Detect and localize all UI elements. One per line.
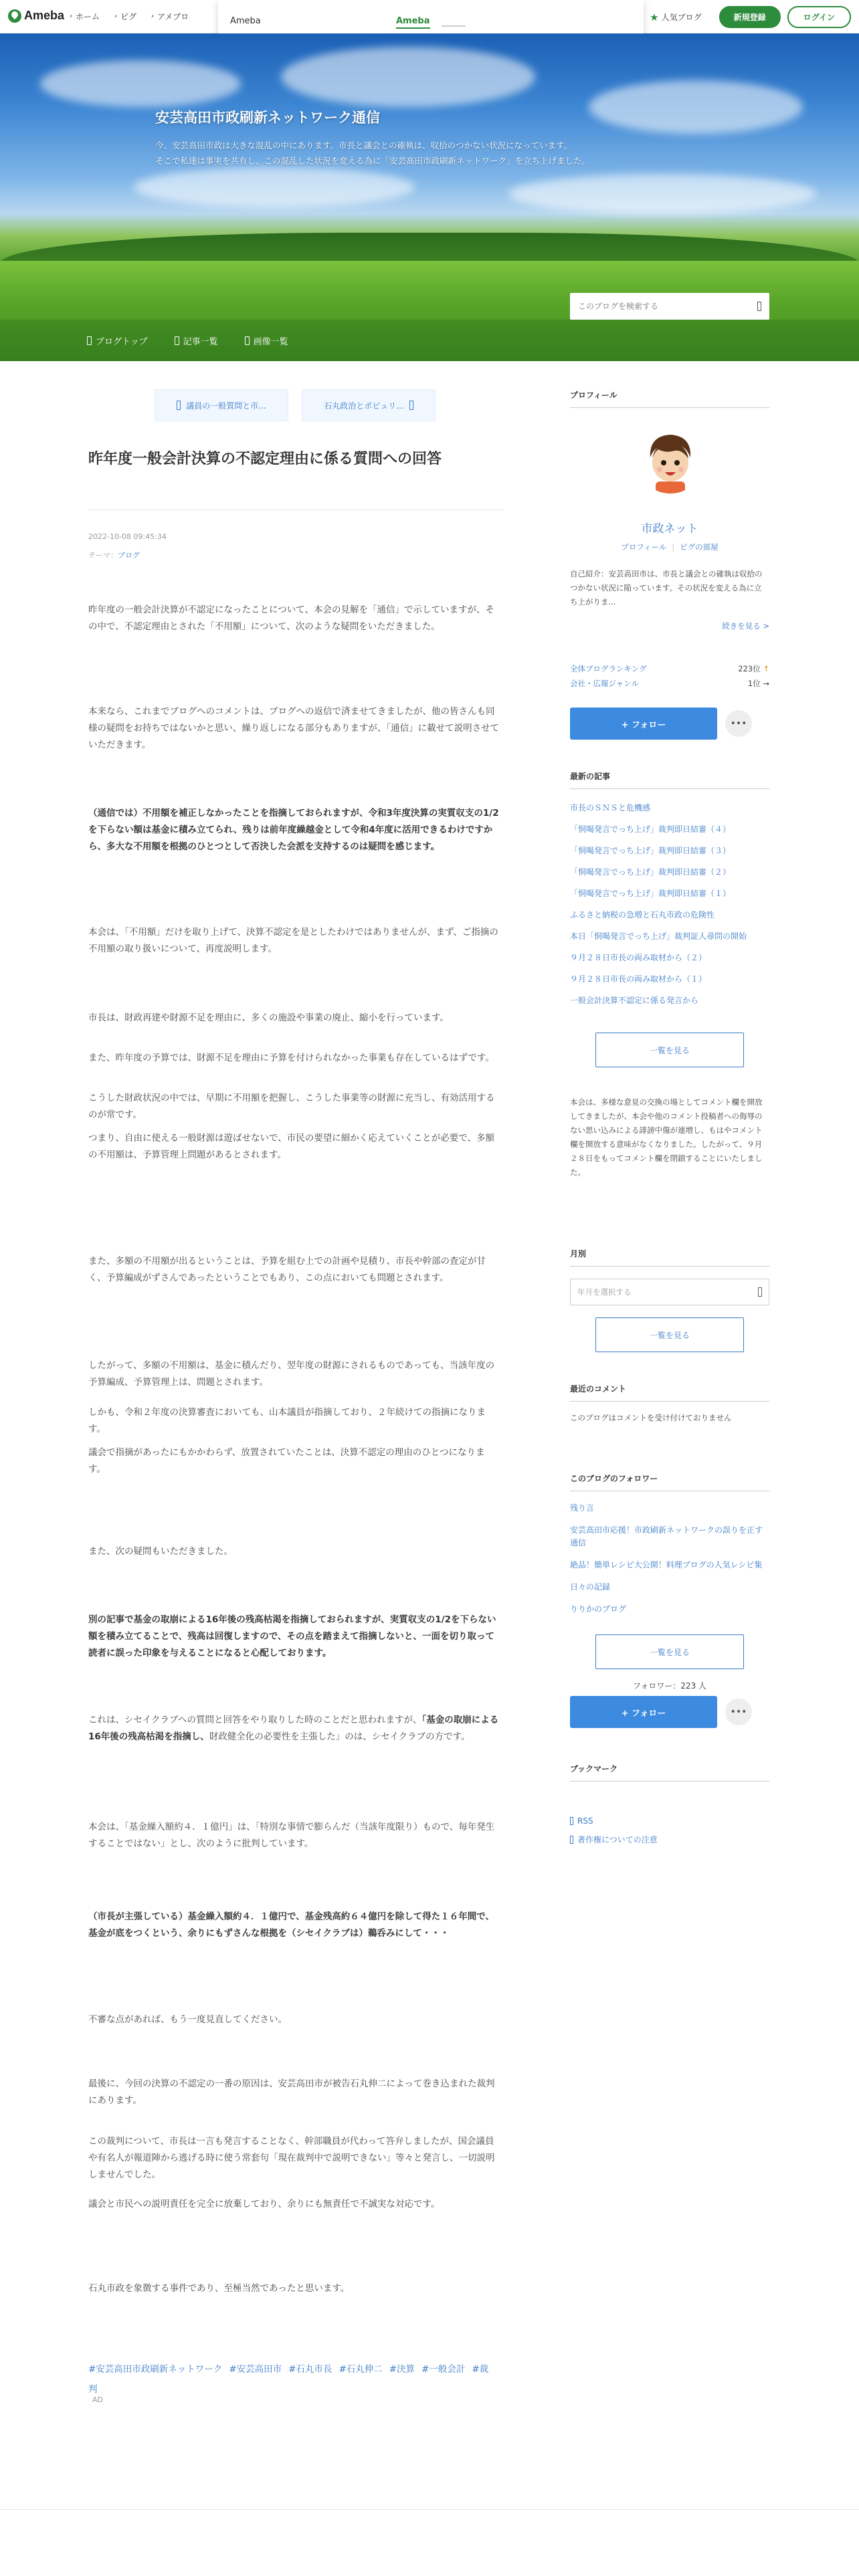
blog-search — [570, 293, 769, 320]
ameba-logo[interactable] — [8, 9, 64, 23]
followers-more-button[interactable]: 一覧を見る — [595, 1634, 744, 1669]
recent-article-link[interactable]: ９月２８日市長の両み取材から（２） — [570, 953, 707, 962]
prev-next-nav — [155, 389, 436, 421]
follower-blog-link[interactable]: 絶品！簡単レシピ大公開！料理ブログの人気レシピ集 — [570, 1560, 763, 1570]
blog-description-line: 今、安芸高田市政は大きな混乱の中にあります。市長と議会との確執は、収拾のつかない状況になっています。 — [155, 140, 573, 150]
avatar[interactable] — [637, 427, 704, 494]
blog-top-link[interactable]: ブログトップ — [87, 334, 148, 347]
blog-description — [155, 138, 664, 169]
popup-divider — [442, 25, 466, 27]
article-paragraph: 昨年度の一般会計決算が不認定になったことについて、本会の見解を「通信」で示していますが、その中で、不認定理由とされた「不用額」について、次のような疑問をいただきました。 — [88, 605, 494, 632]
article-quote: 別の記事で基金の取崩による16年後の残高枯渇を指摘しておられますが、実質収支の1/2を下らない額を積み立てることで、残高は回復しますので、その点を踏まえて指摘しないと、一面を切り取って読者に誤った印象を与えることになると心配しております。 — [88, 1614, 496, 1658]
cloud-shape — [508, 174, 816, 214]
chevron-right-icon — [409, 401, 413, 410]
follower-blog-link[interactable]: 残り言 — [570, 1503, 595, 1513]
recent-article-link[interactable]: 「恫喝発言でっち上げ」裁判即日結審（４） — [570, 825, 731, 834]
blog-description-line: そこで私達は事実を共有し、この混乱した状況を変える為に「安芸高田市政刷新ネットワーク」を立ち上げました。 — [155, 156, 591, 166]
ameba-logo-icon — [8, 9, 21, 23]
article-paragraph: 議会で指摘があったにもかかわらず、放置されていたことは、決算不認定の理由のひとつになります。 — [88, 1447, 485, 1475]
cloud-shape — [40, 60, 241, 107]
nav-ameblo[interactable]: › アメブロ — [151, 12, 189, 21]
search-icon[interactable] — [757, 302, 761, 311]
doc-icon — [87, 336, 92, 345]
cloud-shape — [589, 80, 803, 134]
footer-divider — [0, 2509, 859, 2510]
chevron-left-icon — [177, 401, 181, 410]
hashtag-list — [88, 2359, 503, 2399]
recent-article-link[interactable]: ９月２８日市長の両み取材から（１） — [570, 974, 707, 984]
ad-label: AD — [92, 2395, 103, 2404]
article-paragraph: こうした財政状況の中では、早期に不用額を把握し、こうした事業等の財源に充当し、有効活用するのが常です。 — [88, 1093, 495, 1120]
popular-blogs-link[interactable]: ★ 人気ブログ — [650, 11, 702, 23]
header-actions — [650, 6, 851, 28]
recent-article-link[interactable]: 本日「恫喝発言でっち上げ」裁判証人尋問の開始 — [570, 932, 747, 941]
hashtag-link[interactable]: #石丸市長 — [288, 2364, 332, 2375]
cloud-shape — [134, 167, 415, 207]
nav-pigg[interactable]: › ピグ — [114, 12, 137, 21]
doc-icon — [175, 336, 179, 345]
rss-link[interactable]: RSS — [570, 1816, 593, 1826]
chevron-right-icon: › — [70, 13, 72, 20]
article-paragraph: 本会は、「不用額」だけを取り上げて、決算不認定を是としたわけではありませんが、まず、ご指摘の不用額の取り扱いについて、再度説明します。 — [88, 927, 498, 954]
follower-count: フォロワー：223 人 — [632, 1681, 707, 1691]
register-button[interactable]: 新規登録 — [719, 6, 781, 28]
article-date: 2022-10-08 09:45:34 — [88, 532, 167, 541]
article-paragraph: この裁判について、市長は一言も発言することなく、幹部職員が代わって答弁しましたが、国会議員や有名人が報道陣から逃げる時に使う常套句「現在裁判中で説明できない」等々と発言し、一切説明しませんでした。 — [88, 2136, 495, 2180]
article-theme: テーマ：ブログ — [88, 551, 140, 560]
profile-link[interactable]: プロフィール — [621, 542, 667, 552]
hashtag-link[interactable]: #安芸高田市政刷新ネットワーク — [88, 2364, 223, 2375]
article-title: 昨年度一般会計決算の不認定理由に係る質問への回答 — [88, 451, 442, 467]
avatar-image — [637, 427, 704, 494]
treeline — [0, 233, 859, 263]
popup-tab-ameba[interactable]: Ameba — [396, 16, 430, 29]
article-paragraph: 本会は、「基金繰入額約４．１億円」は、「特別な事情で膨らんだ（当該年度限り）もので、毎年発生することではない」とし、次のように批判しています。 — [88, 1822, 495, 1849]
cloud-shape — [281, 47, 535, 107]
chevron-down-icon — [758, 1287, 762, 1297]
pigg-room-link[interactable]: ピグの部屋 — [680, 542, 719, 552]
article-quote: （通信では）不用額を補正しなかったことを指摘しておられますが、令和3年度決算の実質収支の1/2を下らない額は基金に積み立てられ、残りは前年度繰越金として令和4年度に活用できるわけですから、多大な不用額を根拠のひとつとして否決した会派を支持するのは疑問を感じます。 — [88, 808, 499, 852]
comment-closed-note: 本会は、多様な意見の交換の場としてコメント欄を開放してきましたが、本会や他のコメント投稿者への侮辱のない思い込みによる誹謗中傷が連増し、もはやコメント欄を開放する意味がなくなりました。したがって、９月２８日をもってコメント欄を閉鎖することにいたしました。 — [570, 1097, 763, 1177]
next-article-button[interactable]: 石丸政治とポピュリ... — [302, 389, 436, 421]
blog-search-input[interactable] — [570, 293, 737, 320]
recent-article-link[interactable]: 「恫喝発言でっち上げ」裁判即日結審（１） — [570, 889, 731, 898]
profile-description: 自己紹介：安芸高田市は、市長と議会との確執は収拾のつかない状況に陥っています。その状況を変える為に立ち上がりま... — [570, 569, 763, 607]
rss-icon — [570, 1817, 573, 1825]
article-paragraph: 本来なら、これまでブログへのコメントは、ブログへの返信で済ませてきましたが、他の皆さんも同様の疑問をお持ちではないかと思い、繰り返しになる部分もありますが、「通信」に載せて説明させていただきます。 — [88, 706, 500, 750]
more-options-button-bottom[interactable]: ••• — [725, 1699, 752, 1725]
chevron-right-icon: › — [151, 13, 155, 20]
ranking-overall[interactable]: 全体ブログランキング 223位 ↑ — [570, 664, 769, 673]
copyright-notice-link[interactable]: 著作権についての注意 — [570, 1834, 658, 1845]
monthly-more-button[interactable]: 一覧を見る — [595, 1317, 744, 1352]
doc-icon — [570, 1836, 573, 1844]
profile-name[interactable]: 市政ネット — [641, 522, 698, 536]
follower-blog-link[interactable]: 安芸高田市応援！市政刷新ネットワークの誤りを正す通信 — [570, 1525, 763, 1547]
article-paragraph: 議会と市民への説明責任を完全に放棄しており、余りにも無責任で不誠実な対応です。 — [88, 2199, 440, 2210]
comments-disabled-note: このブログはコメントを受け付けておりません — [570, 1413, 732, 1422]
recent-articles — [570, 802, 769, 1016]
recent-heading: 最新の記事 — [570, 770, 769, 789]
chevron-right-icon: › — [114, 13, 118, 20]
image-list-link[interactable]: 画像一覧 — [245, 334, 288, 347]
ameba-logo-text: Ameba — [24, 9, 65, 22]
article-paragraph: しかも、令和２年度の決算審査においても、山本議員が指摘しており、２年続けての指摘になります。 — [88, 1407, 486, 1434]
popup-left-label: Ameba — [230, 16, 261, 26]
article-paragraph: これは、シセイクラブへの質問と回答をやり取りした時のことだと思われますが、「基金の取崩による16年後の残高枯渇を指摘し、財政健全化の必要性を主張した」のは、シセイクラブの方です。 — [88, 1715, 499, 1742]
recent-article-link[interactable]: 「恫喝発言でっち上げ」裁判即日結審（３） — [570, 846, 731, 855]
follow-button[interactable]: + フォロー — [570, 708, 717, 740]
article-paragraph: また、昨年度の予算では、財源不足を理由に予算を付けられなかった事業も存在しているはずです。 — [88, 1053, 494, 1063]
hashtag-link[interactable]: #決算 — [389, 2364, 415, 2375]
article-paragraph: 最後に、今回の決算の不認定の一番の原因は、安芸高田市が被告石丸伸二によって巻き込まれた裁判にあります。 — [88, 2078, 495, 2106]
hashtag-link[interactable]: #裁判 — [88, 2364, 489, 2395]
profile-links — [570, 542, 769, 552]
blog-title[interactable]: 安芸高田市政刷新ネットワーク通信 — [155, 110, 380, 126]
ranking-genre[interactable]: 会社・広報ジャンル 1位 → — [570, 679, 769, 688]
recent-article-link[interactable]: 市長のＳＮＳと危機感 — [570, 803, 651, 813]
global-nav — [70, 11, 189, 22]
prev-article-button[interactable]: 議員の一般質問と市... — [155, 389, 288, 421]
theme-link[interactable]: ブログ — [118, 551, 140, 560]
article-paragraph: 市長は、財政再建や財源不足を理由に、多くの施設や事業の廃止、縮小を行っています。 — [88, 1012, 449, 1023]
article-quote: （市長が主張している）基金繰入額約４．１億円で、基金残高約６４億円を除して得た１６年間で、基金が底をつくという、余りにもずさんな根拠を（シセイクラブは）鵜呑みにして・・・ — [88, 1911, 494, 1939]
arrow-up-icon: ↑ — [763, 664, 769, 673]
profile-heading: プロフィール — [570, 389, 769, 408]
recent-article-link[interactable]: 一般会計決算不認定に係る発言から — [570, 996, 699, 1005]
login-button[interactable]: ログイン — [787, 6, 851, 28]
followers-heading: このブログのフォロワー — [570, 1473, 769, 1491]
blog-nav — [0, 320, 859, 361]
hashtag-link[interactable]: #石丸伸二 — [339, 2364, 383, 2375]
recent-article-link[interactable]: ふるさと納税の急増と石丸市政の危険性 — [570, 910, 715, 920]
hashtag-link[interactable]: #一般会計 — [421, 2364, 466, 2375]
monthly-heading: 月別 — [570, 1248, 769, 1267]
doc-icon — [245, 336, 250, 345]
nav-home[interactable]: › ホーム — [70, 12, 100, 21]
article-paragraph: また、多額の不用額が出るということは、予算を組む上での計画や見積り、市長や幹部の査定が甘く、予算編成がずさんであったということでもあり、この点においても問題とされます。 — [88, 1256, 486, 1283]
article-list-link[interactable]: 記事一覧 — [175, 334, 218, 347]
more-options-button[interactable]: ••• — [725, 710, 752, 737]
month-select[interactable]: 年月を選択する — [570, 1279, 769, 1305]
article-paragraph: つまり、自由に使える一般財源は遊ばせないで、市民の要望に細かく応えていくことが必要で、多額の不用額は、予算管理上問題があるとされます。 — [88, 1133, 494, 1160]
article-paragraph: 石丸市政を象徴する事件であり、至極当然であったと思います。 — [88, 2283, 350, 2294]
hashtag-link[interactable]: #安芸高田市 — [229, 2364, 282, 2375]
read-more-link[interactable]: 続きを見る > — [722, 621, 769, 631]
follow-button-bottom[interactable]: + フォロー — [570, 1696, 717, 1728]
article-paragraph: 不審な点があれば、もう一度見直してください。 — [88, 2014, 287, 2025]
arrow-right-icon: → — [763, 679, 769, 688]
article-paragraph: また、次の疑問もいただきました。 — [88, 1546, 233, 1557]
recent-article-link[interactable]: 「恫喝発言でっち上げ」裁判即日結審（２） — [570, 867, 731, 877]
separator: | — [672, 542, 675, 552]
bookmark-heading: ブックマーク — [570, 1763, 769, 1782]
recent-more-button[interactable]: 一覧を見る — [595, 1033, 744, 1067]
follower-blogs — [570, 1502, 769, 1625]
follower-blog-link[interactable]: 日々の記録 — [570, 1582, 611, 1592]
follower-blog-link[interactable]: りりかのブログ — [570, 1604, 627, 1614]
crown-icon: ★ — [650, 11, 659, 23]
latest-comments-heading: 最近のコメント — [570, 1383, 769, 1402]
article-paragraph: したがって、多額の不用額は、基金に積んだり、翌年度の財源にされるものであっても、当該年度の予算編成、予算管理上は、問題とされます。 — [88, 1360, 495, 1388]
